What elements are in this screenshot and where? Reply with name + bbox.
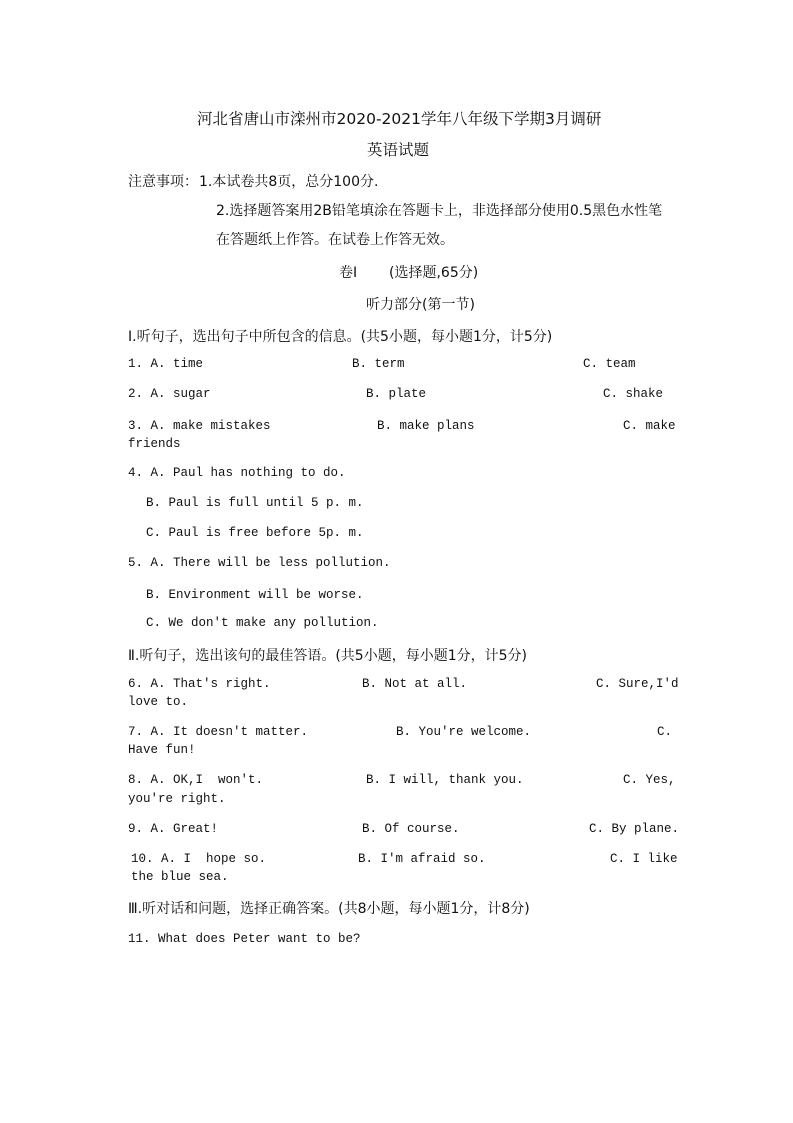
q11-question: 11. What does Peter want to be? [128,932,361,946]
q5-option-c: C. We don't make any pollution. [146,616,379,630]
note-2-line-1: 2.选择题答案用2B铅笔填涂在答题卡上，非选择部分使用0.5黑色水性笔 [216,203,663,219]
q10-option-a: 10. A. I hope so. [131,852,267,866]
q10-option-c: C. I like [610,852,678,866]
q7-option-c-cont: Have fun! [128,743,196,757]
volume-label: 卷Ⅰ [339,265,358,281]
q4-option-b: B. Paul is full until 5 p. m. [146,496,364,510]
q8-option-c-cont: you're right. [128,792,226,806]
section-3-heading: Ⅲ.听对话和问题，选择正确答案。(共8小题，每小题1分，计8分) [128,901,530,917]
q3-option-a: 3. A. make mistakes [128,419,271,433]
exam-title: 河北省唐山市滦州市2020-2021学年八年级下学期3月调研 [197,110,602,128]
notes-label: 注意事项： [128,174,198,190]
q10-option-c-cont: the blue sea. [131,870,229,884]
q4-option-c: C. Paul is free before 5p. m. [146,526,364,540]
q6-option-b: B. Not at all. [362,677,468,691]
q4-option-a: 4. A. Paul has nothing to do. [128,466,346,480]
q7-option-c: C. [657,725,673,739]
exam-subtitle: 英语试题 [367,141,430,159]
q2-option-a: 2. A. sugar [128,387,211,401]
q9-option-a: 9. A. Great! [128,822,219,836]
q7-option-b: B. You're welcome. [396,725,532,739]
q8-option-b: B. I will, thank you. [366,773,524,787]
note-1: 1.本试卷共8页，总分100分. [199,174,379,190]
q8-option-a: 8. A. OK,I won't. [128,773,264,787]
q2-option-c: C. shake [603,387,664,401]
q6-option-a: 6. A. That's right. [128,677,271,691]
q7-option-a: 7. A. It doesn't matter. [128,725,309,739]
section-1-heading: I.听句子，选出句子中所包含的信息。(共5小题，每小题1分，计5分) [128,329,553,345]
q1-option-b: B. term [352,357,405,371]
q10-option-b: B. I'm afraid so. [358,852,486,866]
q6-option-c: C. Sure,I'd [596,677,679,691]
q1-option-a: 1. A. time [128,357,204,371]
section-2-heading: Ⅱ.听句子，选出该句的最佳答语。(共5小题，每小题1分，计5分) [128,648,527,664]
q3-option-c-cont: friends [128,437,181,451]
q5-option-a: 5. A. There will be less pollution. [128,556,391,570]
q8-option-c: C. Yes, [623,773,676,787]
q9-option-c: C. By plane. [589,822,680,836]
listening-heading: 听力部分(第一节) [366,297,475,313]
q6-option-c-cont: love to. [128,695,189,709]
q2-option-b: B. plate [366,387,427,401]
q9-option-b: B. Of course. [362,822,460,836]
volume-desc: (选择题,65分) [389,265,479,281]
q3-option-c: C. make [623,419,676,433]
q1-option-c: C. team [583,357,636,371]
note-2-line-2: 在答题纸上作答。在试卷上作答无效。 [216,232,454,248]
q3-option-b: B. make plans [377,419,475,433]
q5-option-b: B. Environment will be worse. [146,588,364,602]
